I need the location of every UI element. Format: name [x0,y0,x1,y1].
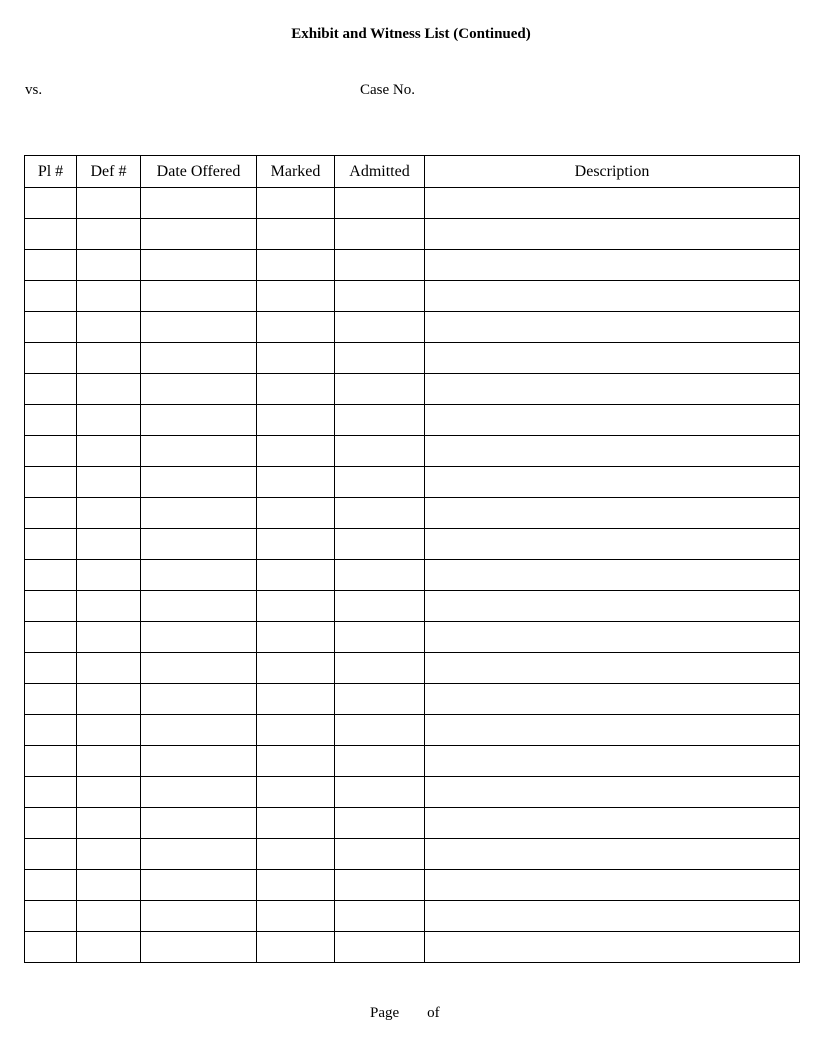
pl-number-cell [25,684,77,715]
table-row [25,188,800,219]
marked-cell [257,498,335,529]
table-row [25,436,800,467]
table-row [25,343,800,374]
pl-number-cell [25,777,77,808]
table-row [25,777,800,808]
marked-cell [257,715,335,746]
admitted-cell [335,374,425,405]
def-number-cell [77,312,141,343]
table-row [25,591,800,622]
description-cell [425,281,800,312]
marked-cell [257,281,335,312]
table-row [25,870,800,901]
table-row [25,715,800,746]
pl-number-cell [25,312,77,343]
pl-number-cell [25,715,77,746]
marked-cell [257,777,335,808]
pl-number-cell [25,653,77,684]
description-cell [425,591,800,622]
table-row [25,684,800,715]
pl-number-cell [25,746,77,777]
pl-number-cell [25,498,77,529]
pl-number-cell [25,932,77,963]
admitted-cell [335,436,425,467]
admitted-cell [335,870,425,901]
date-offered-cell [141,467,257,498]
pl-number-cell [25,467,77,498]
marked-cell [257,746,335,777]
table-row [25,653,800,684]
def-number-cell [77,374,141,405]
date-offered-cell [141,622,257,653]
def-number-cell [77,839,141,870]
pl-number-cell [25,622,77,653]
column-header-admitted: Admitted [335,156,425,188]
def-number-cell [77,405,141,436]
description-cell [425,343,800,374]
def-number-cell [77,343,141,374]
vs-label: vs. [25,82,43,98]
admitted-cell [335,281,425,312]
pl-number-cell [25,405,77,436]
marked-cell [257,250,335,281]
marked-cell [257,374,335,405]
def-number-cell [77,188,141,219]
admitted-cell [335,560,425,591]
description-cell [425,188,800,219]
date-offered-cell [141,498,257,529]
description-cell [425,436,800,467]
def-number-cell [77,219,141,250]
marked-cell [257,622,335,653]
table-row [25,405,800,436]
page-footer [370,1004,440,1022]
admitted-cell [335,901,425,932]
table-row [25,622,800,653]
marked-cell [257,839,335,870]
description-cell [425,622,800,653]
date-offered-cell [141,436,257,467]
marked-cell [257,436,335,467]
def-number-cell [77,529,141,560]
date-offered-cell [141,715,257,746]
admitted-cell [335,808,425,839]
marked-cell [257,188,335,219]
table-row [25,932,800,963]
def-number-cell [77,715,141,746]
description-cell [425,870,800,901]
marked-cell [257,529,335,560]
description-cell [425,653,800,684]
pl-number-cell [25,808,77,839]
column-header-date-offered: Date Offered [141,156,257,188]
case-number-label: Case No. [360,82,415,98]
date-offered-cell [141,312,257,343]
admitted-cell [335,250,425,281]
date-offered-cell [141,901,257,932]
admitted-cell [335,622,425,653]
date-offered-cell [141,591,257,622]
admitted-cell [335,777,425,808]
date-offered-cell [141,932,257,963]
def-number-cell [77,746,141,777]
description-cell [425,808,800,839]
date-offered-cell [141,405,257,436]
description-cell [425,250,800,281]
date-offered-cell [141,808,257,839]
def-number-cell [77,281,141,312]
def-number-cell [77,684,141,715]
pl-number-cell [25,529,77,560]
column-header-def-number: Def # [77,156,141,188]
pl-number-cell [25,560,77,591]
table-header-row [25,156,800,188]
pl-number-cell [25,374,77,405]
admitted-cell [335,188,425,219]
pl-number-cell [25,281,77,312]
date-offered-cell [141,777,257,808]
description-cell [425,467,800,498]
description-cell [425,312,800,343]
table-row [25,839,800,870]
description-cell [425,498,800,529]
table-row [25,250,800,281]
table-row [25,312,800,343]
description-cell [425,529,800,560]
date-offered-cell [141,188,257,219]
pl-number-cell [25,250,77,281]
description-cell [425,901,800,932]
description-cell [425,777,800,808]
def-number-cell [77,653,141,684]
marked-cell [257,312,335,343]
marked-cell [257,653,335,684]
page-label: Page [370,1005,400,1021]
marked-cell [257,591,335,622]
date-offered-cell [141,529,257,560]
column-header-description: Description [425,156,800,188]
date-offered-cell [141,560,257,591]
admitted-cell [335,405,425,436]
pl-number-cell [25,219,77,250]
def-number-cell [77,777,141,808]
admitted-cell [335,467,425,498]
table-row [25,498,800,529]
admitted-cell [335,529,425,560]
def-number-cell [77,250,141,281]
admitted-cell [335,715,425,746]
admitted-cell [335,684,425,715]
table-row [25,219,800,250]
table-row [25,467,800,498]
date-offered-cell [141,684,257,715]
pl-number-cell [25,343,77,374]
admitted-cell [335,839,425,870]
table-row [25,560,800,591]
column-header-pl-number: Pl # [25,156,77,188]
pl-number-cell [25,188,77,219]
admitted-cell [335,591,425,622]
pl-number-cell [25,901,77,932]
table-row [25,746,800,777]
pl-number-cell [25,436,77,467]
description-cell [425,684,800,715]
table-row [25,808,800,839]
def-number-cell [77,870,141,901]
table-row [25,529,800,560]
date-offered-cell [141,839,257,870]
pl-number-cell [25,591,77,622]
date-offered-cell [141,653,257,684]
def-number-cell [77,560,141,591]
marked-cell [257,560,335,591]
def-number-cell [77,932,141,963]
document-title: Exhibit and Witness List (Continued) [291,26,531,42]
pl-number-cell [25,870,77,901]
marked-cell [257,870,335,901]
def-number-cell [77,622,141,653]
date-offered-cell [141,870,257,901]
date-offered-cell [141,281,257,312]
marked-cell [257,405,335,436]
marked-cell [257,932,335,963]
marked-cell [257,901,335,932]
admitted-cell [335,219,425,250]
pl-number-cell [25,839,77,870]
exhibit-table [24,155,800,963]
marked-cell [257,467,335,498]
table-row [25,901,800,932]
admitted-cell [335,312,425,343]
def-number-cell [77,808,141,839]
column-header-marked: Marked [257,156,335,188]
def-number-cell [77,591,141,622]
description-cell [425,932,800,963]
table-row [25,281,800,312]
marked-cell [257,219,335,250]
of-label: of [427,1005,440,1021]
marked-cell [257,808,335,839]
date-offered-cell [141,374,257,405]
def-number-cell [77,901,141,932]
date-offered-cell [141,343,257,374]
table-row [25,374,800,405]
admitted-cell [335,932,425,963]
date-offered-cell [141,746,257,777]
admitted-cell [335,343,425,374]
marked-cell [257,684,335,715]
def-number-cell [77,467,141,498]
def-number-cell [77,498,141,529]
admitted-cell [335,498,425,529]
description-cell [425,839,800,870]
description-cell [425,374,800,405]
description-cell [425,405,800,436]
description-cell [425,219,800,250]
admitted-cell [335,746,425,777]
def-number-cell [77,436,141,467]
date-offered-cell [141,219,257,250]
date-offered-cell [141,250,257,281]
admitted-cell [335,653,425,684]
exhibit-table-body [25,188,800,963]
description-cell [425,715,800,746]
marked-cell [257,343,335,374]
description-cell [425,560,800,591]
description-cell [425,746,800,777]
